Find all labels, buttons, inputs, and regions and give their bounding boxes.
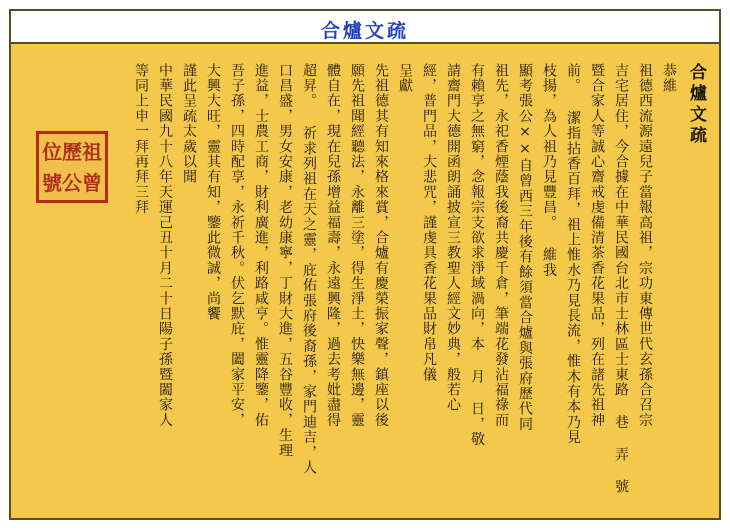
text-column: 吉宅居住，今合據在中華民國台北市士林區士東路 巷 弄 號 <box>613 63 629 495</box>
text-column: 大興大旺，靈其有知，鑒此微誠，尚饗 <box>205 63 221 322</box>
text-column: 超昇。 祈求列祖在天之靈，庇佑張府後裔孫，家門迪吉，人 <box>301 63 317 476</box>
seal-char: 祖 <box>82 140 102 164</box>
text-column: 進益，士農工商，財利廣進，利路咸亨。惟靈降鑒，佑 <box>253 63 269 428</box>
text-column: 等同上申一拜再拜三拜 <box>133 63 149 215</box>
vertical-text-body <box>109 63 707 518</box>
red-seal-stamp <box>36 131 108 203</box>
text-column: 經，普門品，大悲咒，謹虔具香花果品財帛凡儀 <box>421 63 437 383</box>
text-column: 謹此呈疏太歲以聞 <box>181 63 197 185</box>
document-title: 合爐文疏 <box>686 63 706 147</box>
text-column: 暨合家人等誠心齋戒虔備清茶香花果品，列在諸先祖神 <box>589 63 605 428</box>
header-bar <box>11 11 719 44</box>
text-column: 呈獻 <box>397 63 413 94</box>
text-column: 吾子孫，四時配享，永祈千秋。伏乞默庇，闔家平安， <box>229 63 245 428</box>
page-title: 合爐文疏 <box>320 20 409 42</box>
seal-char: 曾 <box>82 171 102 195</box>
text-column: 前。 潔指拈香百拜，祖上惟水乃見長流，惟木有本乃見 <box>565 63 581 445</box>
seal-char: 歷 <box>62 140 82 164</box>
text-column: 祖先，永祀香煙蔭我後裔共慶千倉，筆端花發沾福祿而 <box>493 63 509 428</box>
document-frame <box>9 9 721 520</box>
text-column: 祖德西流源遠兒子當報高祖，宗功東傳世代玄孫合召宗 <box>637 63 653 428</box>
seal-char: 號 <box>42 171 62 195</box>
text-column: 中華民國九十八年天運己丑十月二十日陽子孫暨闔家人 <box>157 63 173 428</box>
text-column: 有賴享之無窮，念報宗支欲求淨域渦向，本 月 日，敬 <box>469 63 485 447</box>
text-column: 顯考張公××自曾西三年後有餘須當合爐與張府歷代同 <box>517 63 533 432</box>
seal-char: 位 <box>42 140 62 164</box>
text-column: 先祖德其有知來格來賞，合爐有慶榮振家聲，鎮座以後 <box>373 63 389 428</box>
text-column: 恭維 <box>661 63 677 94</box>
text-column: 請齋門大德開函朗誦披宣三教聖人經文妙典，般若心 <box>445 63 461 413</box>
text-column: 枝揚，為人祖乃見豐昌。 維我 <box>541 63 557 278</box>
text-column: 願先祖聞經聽法，永離三塗，得生淨土，快樂無邊，靈 <box>349 63 365 428</box>
text-column: 體自在，現在兒孫增益福壽，永遠興隆，過去考妣盡得 <box>325 63 341 428</box>
seal-char: 公 <box>62 171 82 195</box>
text-column: 口昌盛，男女安康，老幼康寧，丁財大進，五谷豐收，生理 <box>277 63 293 459</box>
